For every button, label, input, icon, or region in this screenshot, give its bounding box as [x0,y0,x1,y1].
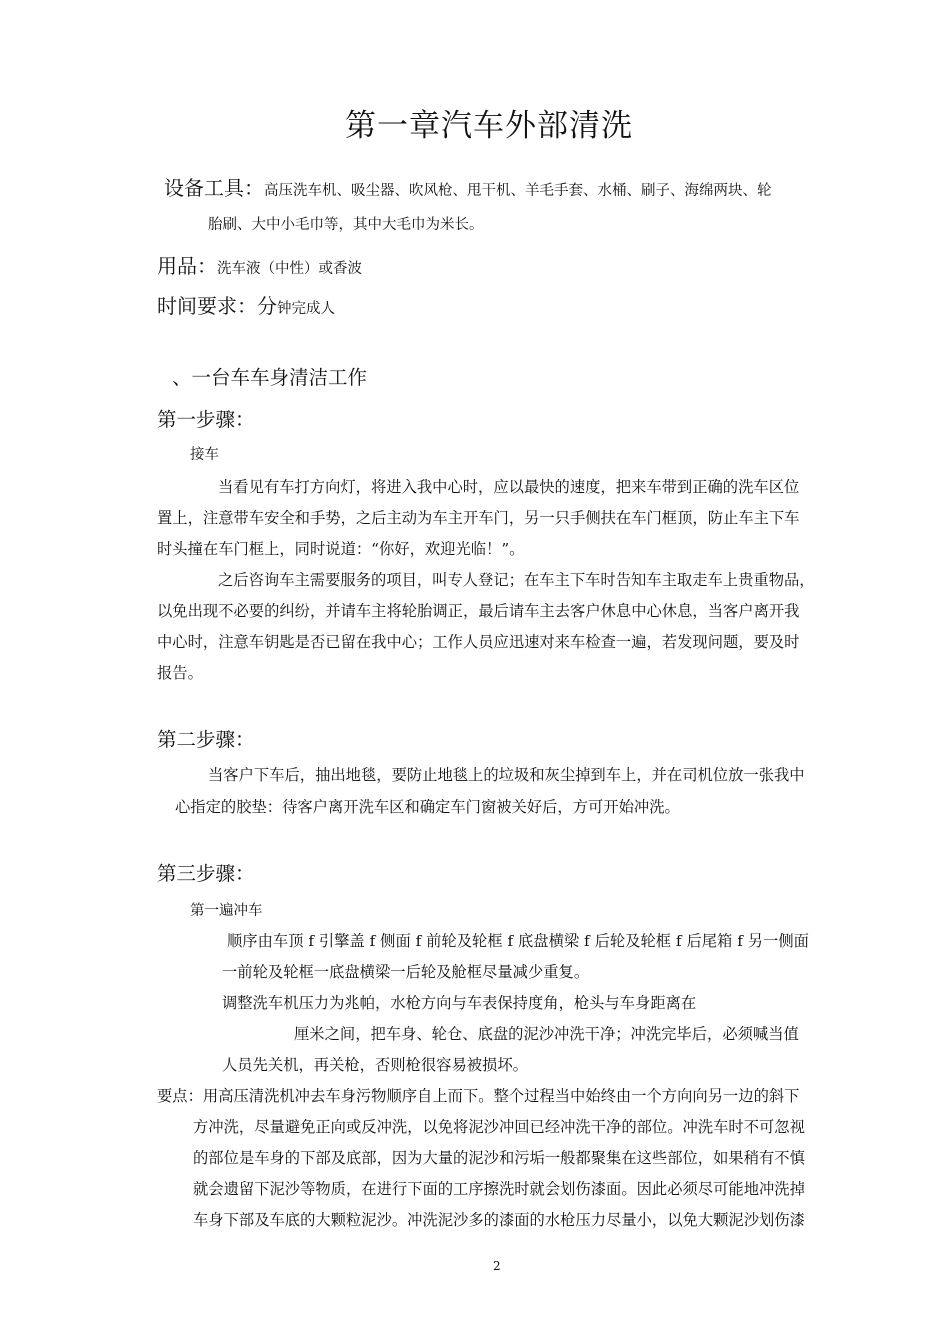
supplies-line [157,250,362,279]
equipment-line-2: 胎刷、大中小毛巾等，其中大毛巾为米长。 [208,217,484,233]
step3-p2-line: 厘米之间，把车身、轮仓、底盘的泥沙冲洗干净；冲洗完毕后，必须喊当值 [294,1025,799,1043]
page-number: 2 [493,1259,501,1273]
time-text: 钟完成人 [277,301,335,317]
key-point-line: 就会遗留下泥沙等物质，在进行下面的工序擦洗时就会划伤漆面。因此必须尽可能地冲洗掉 [193,1180,805,1198]
step1-heading: 第一步骤： [157,408,255,431]
step3-p2-line: 调整洗车机压力为兆帕，水枪方向与车表保持度角，枪头与车身距离在 [222,994,697,1012]
step1-p1-line: 置上，注意带车安全和手势，之后主动为车主开车门，另一只手侧扶在车门框顶，防止车主下车 [157,509,800,527]
step1-p1-line: 时头撞在车门框上，同时说道：“你好，欢迎光临！”。 [157,540,525,558]
equipment-line-1 [164,172,772,201]
key-point-line: 方冲洗，尽量避免正向或反冲洗，以免将泥沙冲回已经冲洗干净的部位。冲洗车时不可忽视 [193,1118,805,1136]
step1-p1-line: 当看见有车打方向灯，将进入我中心时，应以最快的速度，把来车带到正确的洗车区位 [218,478,800,496]
step3-heading: 第三步骤： [157,862,255,885]
step2-line: 当客户下车后，抽出地毯，要防止地毯上的垃圾和灰尘掉到车上，并在司机位放一张我中 [208,766,805,784]
equipment-text-1: 高压洗车机、吸尘器、吹风枪、甩干机、羊毛手套、水桶、刷子、海绵两块、轮 [264,183,772,199]
key-point-line: 要点：用高压清洗机冲去车身污物顺序自上而下。整个过程当中始终由一个方向向另一边的斜下 [157,1087,800,1105]
supplies-text: 洗车液（中性）或香波 [217,261,362,277]
step3-subheading: 第一遍冲车 [190,903,263,919]
time-line [157,290,335,319]
step1-p2-line: 之后咨询车主需要服务的项目，叫专人登记；在车主下车时告知车主取走车上贵重物品， [218,571,815,589]
supplies-label: 用品： [157,254,217,278]
step3-p1-line: 顺序由车顶 f 引擎盖 f 侧面 f 前轮及轮框 f 底盘横梁 f 后轮及轮框 f 后尾箱 f 另一侧面 [227,932,809,950]
page-title: 第一章汽车外部清洗 [345,108,633,144]
equipment-label: 设备工具： [164,176,264,200]
step2-heading: 第二步骤： [157,728,255,751]
step1-p2-line: 以免出现不必要的纠纷，并请车主将轮胎调正，最后请车主去客户休息中心休息，当客户离开我 [157,602,800,620]
key-point-line: 车身下部及车底的大颗粒泥沙。冲洗泥沙多的漆面的水枪压力尽量小，以免大颗泥沙划伤漆 [193,1211,805,1229]
step3-p1-line: 一前轮及轮框一底盘横梁一后轮及舱框尽量减少重复。 [222,963,590,981]
step1-p2-line: 中心时，注意车钥匙是否已留在我中心；工作人员应迅速对来车检查一遍，若发现问题，要及时 [157,633,800,651]
key-point-line: 的部位是车身的下部及底部，因为大量的泥沙和污垢一般都聚集在这些部位，如果稍有不慎 [193,1149,805,1167]
step1-subheading: 接车 [190,447,219,463]
time-label: 时间要求：分 [157,294,277,318]
step2-line: 心指定的胶垫：待客户离开洗车区和确定车门窗被关好后，方可开始冲洗。 [175,798,680,816]
step1-p2-line: 报告。 [157,664,203,682]
section-heading: 、一台车车身清洁工作 [172,366,368,389]
step3-p2-line: 人员先关机，再关枪，否则枪很容易被损坏。 [222,1056,528,1074]
